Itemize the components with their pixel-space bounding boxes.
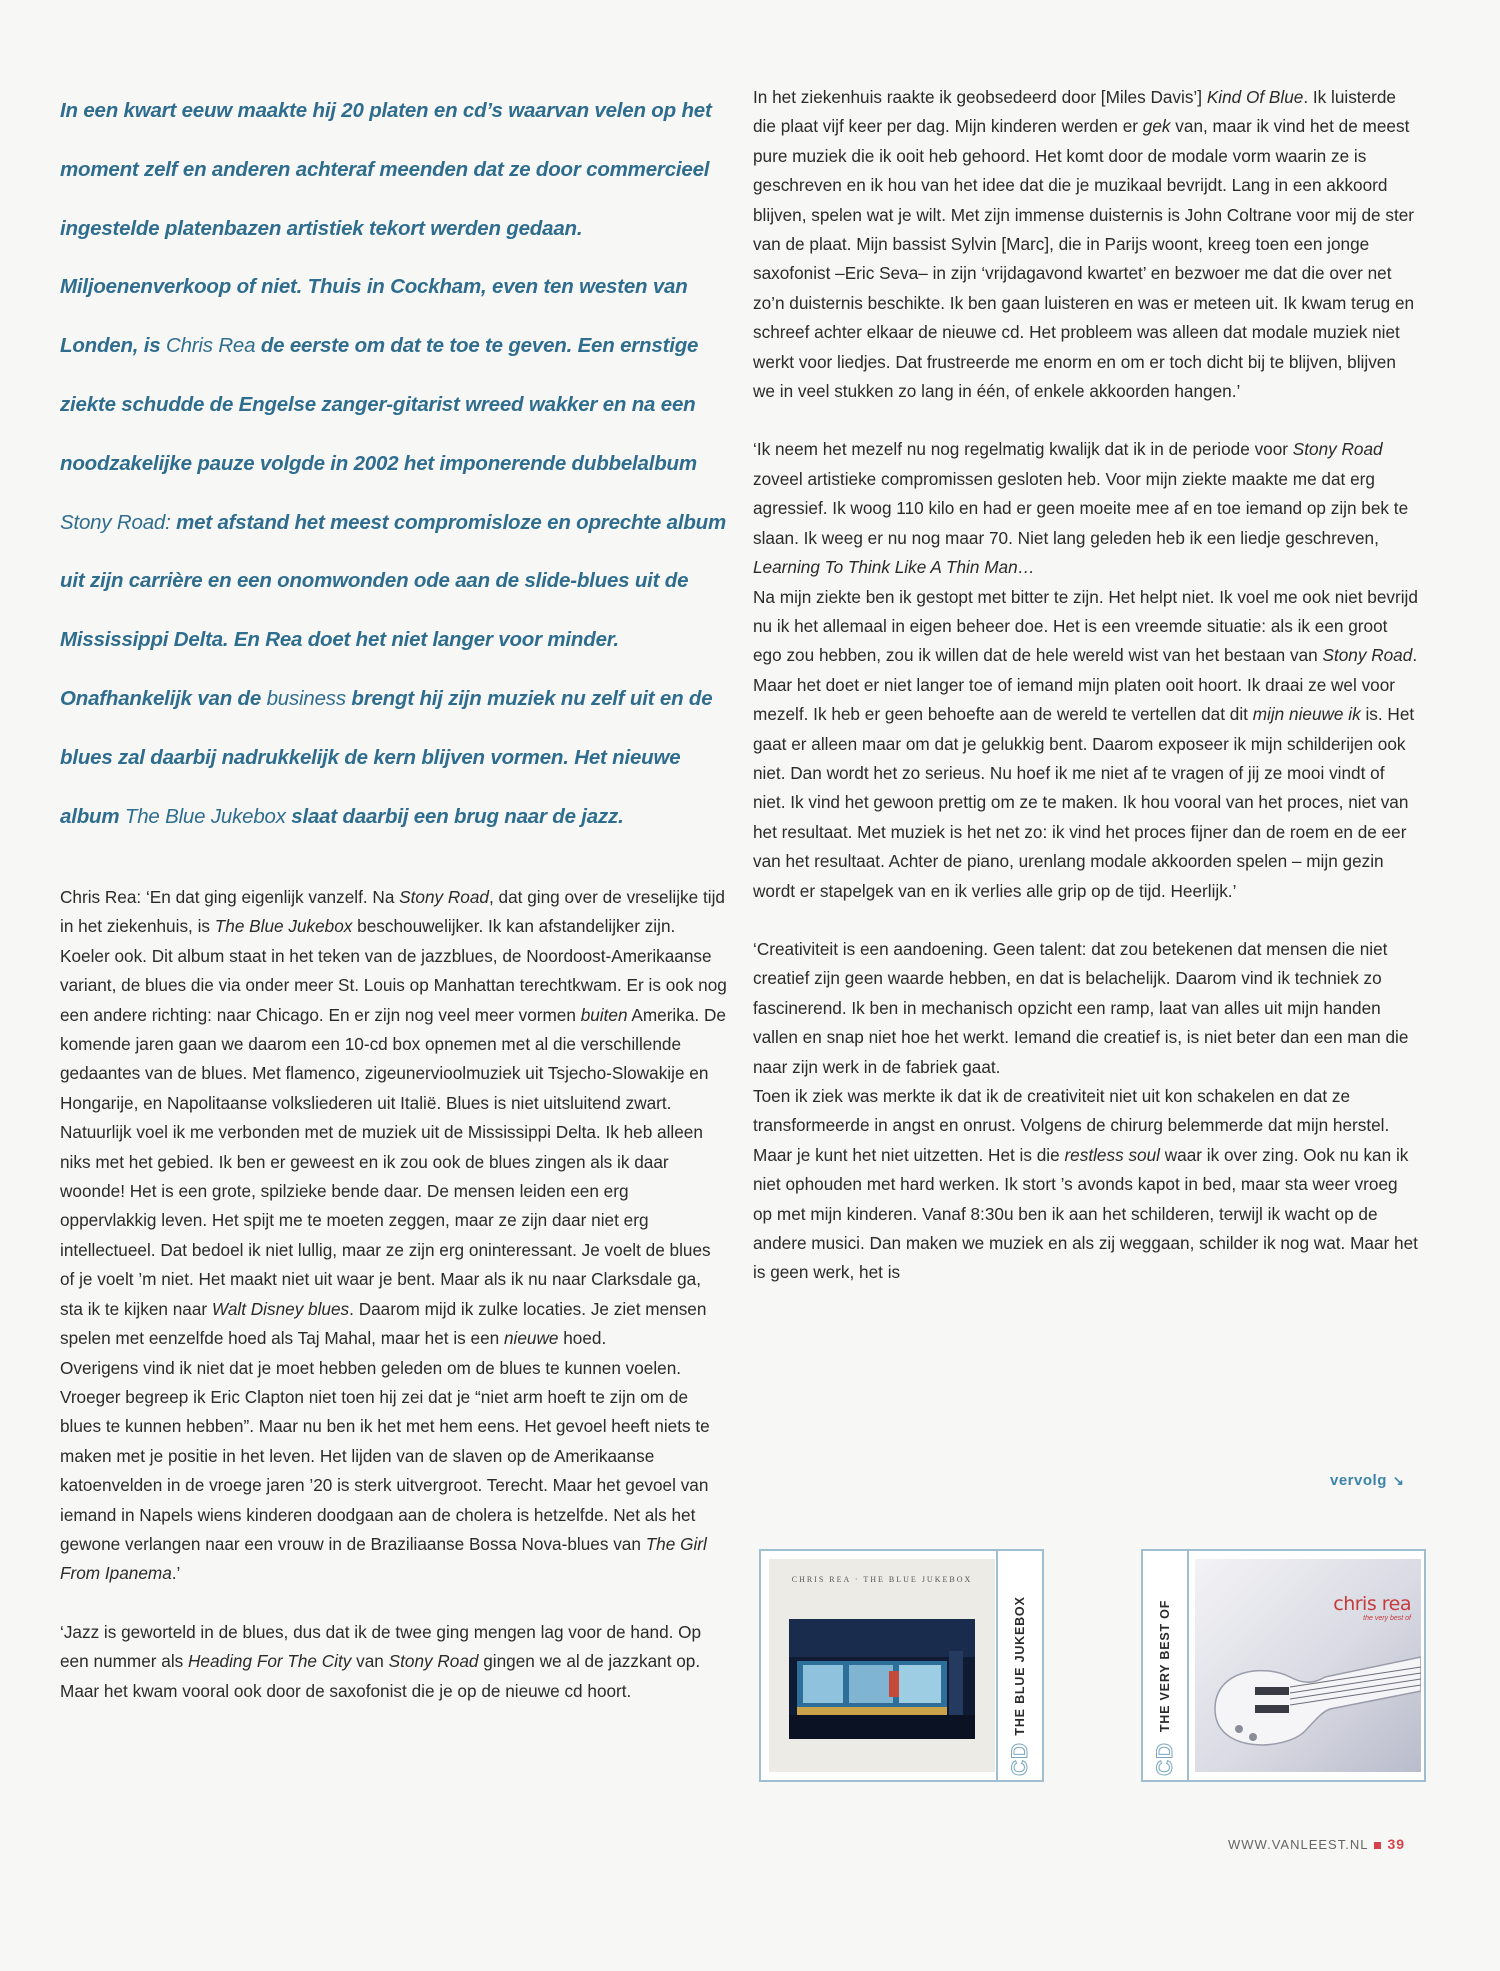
continued-label: vervolg (1330, 1472, 1387, 1489)
album-cover-blue-jukebox (769, 1559, 995, 1772)
intro-stony-road: Stony Road: (60, 510, 171, 534)
page-footer (1228, 1836, 1405, 1852)
cd-the-blue-jukebox (759, 1549, 1044, 1782)
continued-link[interactable] (1330, 1472, 1404, 1489)
left-paragraph-2: Overigens vind ik niet dat je moet hebben geleden om de blues te kunnen voelen. Vroeger begreep ik Eric Clapton niet toen hij zei dat je “niet arm hoeft te zijn om de blues te kunnen hebben”. Maar nu ben ik het met hem eens. Het gevoel heeft niets te maken met je positie in het leven. Het lijden van de slaven op de Amerikaanse katoenvelden in de vroege jaren ’20 is sterk uitvergroot. Terecht. Maar het gevoel van iemand in Napels wiens kinderen doodgaan aan de cholera is hetzelfde. Net als het gewone verlangen naar een vrouw in de Braziliaanse Bossa Nova-blues van The Girl From Ipanema.’ (60, 1357, 710, 1584)
cd-spine-title: THE VERY BEST OF (1158, 1599, 1172, 1732)
cd-logo: CD (1152, 1742, 1177, 1776)
intro-album: The Blue Jukebox (124, 804, 286, 828)
intro-name: Chris Rea (166, 334, 256, 358)
album-subtitle: the very best of (1363, 1615, 1411, 1622)
right-paragraph-3: Na mijn ziekte ben ik gestopt met bitter te zijn. Het helpt niet. Ik voel me ook niet bevrijd nu ik het allemaal in eigen beheer doe. Het is een vreemde situatie: als ik een groot ego zou hebben, zou ik willen dat de hele wereld wist van het bestaan van Stony Road. Maar het doet er niet langer toe of iemand mijn platen ooit hoort. Ik draai ze wel voor mezelf. Ik heb er geen behoefte aan de wereld te vertellen dat dit mijn nieuwe ik is. Het gaat er alleen maar om dat je gelukkig bent. Daarom exposeer ik mijn schilderijen ook niet. Dan wordt het zo serieus. Nu hoef ik me niet af te vragen of jij ze mooi vindt of niet. Ik vind het gewoon prettig om ze te maken. Ik hou vooral van het proces, niet van het resultaat. Met muziek is het net zo: ik vind het proces fijner dan de roem en de eer van het resultaat. Achter de piano, urenlang modale akkoorden spelen – mijn gezin wordt er stapelgek van en ik verlies alle grip op de tijd. Heerlijk.’ (753, 586, 1418, 901)
square-bullet-icon (1374, 1842, 1381, 1849)
page-number: 39 (1387, 1836, 1406, 1852)
cd-spine (996, 1551, 1042, 1780)
right-column (753, 83, 1418, 1288)
left-paragraph-1: Chris Rea: ‘En dat ging eigenlijk vanzelf. Na Stony Road, dat ging over de vreselijke tijd in het ziekenhuis, is The Blue Jukebox beschouwelijker. Ik kan afstandelijker zijn. Koeler ook. Dit album staat in het teken van de jazzblues, de Noordoost-Amerikaanse variant, de blues die via onder meer St. Louis op Manhattan terechtkwam. Er is ook nog een andere richting: naar Chicago. En er zijn nog veel meer vormen buiten Amerika. De komende jaren gaan we daarom een 10-cd box opnemen met al die verschillende gedaantes van de blues. Met flamenco, zigeunervioolmuziek uit Tsjecho-Slowakije en Hongarije, en Napolitaanse volksliederen uit Italië. Blues is niet uitsluitend zwart. Natuurlijk voel ik me verbonden met de muziek uit de Mississippi Delta. Ik heb alleen niks met het gebied. Ik ben er geweest en ik zou ook de blues zingen als ik daar woonde! Het is een grote, spilzieke bende daar. De mensen leiden een erg oppervlakkig leven. Het spijt me te moeten zeggen, maar ze zijn daar niet erg intellectueel. Dat bedoel ik niet lullig, maar ze zijn erg oninteressant. Je voelt de blues of je voelt ’m niet. Het maakt niet uit waar je bent. Maar als ik nu naar Clarksdale ga, sta ik te kijken naar Walt Disney blues. Daarom mijd ik zulke locaties. Je ziet mensen spelen met eenzelfde hoed als Taj Mahal, maar het is een nieuwe hoed. (60, 887, 727, 1349)
cd-the-very-best-of (1141, 1549, 1426, 1782)
intro-text-3: met afstand het meest compromisloze en oprechte album uit zijn carrière en een onomwonden ode aan de slide-blues uit de Mississippi Delta. En Rea doet het niet langer voor minder. Onafhankelijk van de (60, 510, 726, 710)
intro-business: business (266, 686, 346, 710)
right-paragraph-4: ‘Creativiteit is een aandoening. Geen talent: dat zou betekenen dat mensen die niet creatief zijn geen waarde hebben, en dat is belachelijk. Daarom vind ik techniek zo fascinerend. Ik ben in mechanisch opzicht een ramp, laat van alles uit mijn handen vallen en snap niet hoe het werkt. Iemand die creatief is, is niet beter dan een man die naar zijn werk in de fabriek gaat. (753, 938, 1409, 1077)
intro-text-5: slaat daarbij een brug naar de jazz. (285, 804, 624, 828)
album-cover-very-best-of (1195, 1559, 1421, 1772)
right-paragraph-2: ‘Ik neem het mezelf nu nog regelmatig kwalijk dat ik in de periode voor Stony Road zoveel artistieke compromissen gesloten heb. Voor mijn ziekte maakte me dat erg agressief. Ik woog 110 kilo en had er geen moeite mee af en toe iemand op zijn bek te slaan. Ik weeg er nu nog maar 70. Niet lang geleden heb ik een liedje geschreven, Learning To Think Like A Thin Man… (753, 439, 1409, 578)
left-paragraph-3: ‘Jazz is geworteld in de blues, dus dat ik de twee ging mengen lag voor de hand. Op een nummer als Heading For The City van Stony Road gingen we al de jazzkant op. Maar het kwam vooral ook door de saxofonist die je op de nieuwe cd hoort. (60, 1621, 702, 1701)
arrow-down-right-icon: ↘ (1392, 1473, 1405, 1488)
artist-logo: chris rea (1333, 1593, 1411, 1615)
cd-logo: CD (1007, 1742, 1032, 1776)
cover-title: CHRIS REA · THE BLUE JUKEBOX (791, 1575, 973, 1584)
website-url: WWW.VANLEEST.NL (1228, 1837, 1369, 1852)
night-diner-illustration (769, 1559, 995, 1772)
cd-spine-title: THE BLUE JUKEBOX (1013, 1595, 1027, 1736)
right-paragraph-1: In het ziekenhuis raakte ik geobsedeerd door [Miles Davis’] Kind Of Blue. Ik luisterde die plaat vijf keer per dag. Mijn kinderen werden er gek van, maar ik vind het de meest pure muziek die ik ooit heb gehoord. Het komt door de modale vorm waarin ze is geschreven en ik hou van het idee dat die je muzikaal bevrijdt. Lang in een akkoord blijven, spelen wat je wilt. Met zijn immense duisternis is John Coltrane voor mij de ster van de plaat. Mijn bassist Sylvin [Marc], die in Parijs woont, kreeg toen een jonge saxofonist –Eric Seva– in zijn ‘vrijdagavond kwartet’ en bezwoer me dat die over net zo’n duisternis beschikte. Ik ben gaan luisteren en was er meteen uit. Ik kwam terug en schreef achter elkaar de nieuwe cd. Het probleem was alleen dat modale muziek niet werkt voor liedjes. Dat frustreerde me enorm en om er toch dicht bij te blijven, blijven we in veel stukken zo lang in één, of enkele akkoorden hangen.’ (753, 87, 1415, 402)
intro-text-4: brengt hij zijn muziek nu zelf uit en de blues zal daarbij nadrukkelijk de kern blijven vormen. Het nieuwe album (60, 686, 713, 828)
right-paragraph-5: Toen ik ziek was merkte ik dat ik de creativiteit niet uit kon schakelen en dat ze transformeerde in angst en onrust. Volgens de chirurg belemmerde dat mijn herstel. Maar je kunt het niet uitzetten. Het is die restless soul waar ik over zing. Ook nu kan ik niet ophouden met hard werken. Ik stort ’s avonds kapot in bed, maar sta weer vroeg op met mijn kinderen. Vanaf 8:30u ben ik aan het schilderen, terwijl ik wacht op de andere musici. Dan maken we muziek en als zij weggaan, schilder ik nog wat. Maar het is geen werk, het is (753, 1086, 1418, 1283)
left-column (60, 883, 728, 1706)
intro-text-1: In een kwart eeuw maakte hij 20 platen en cd’s waarvan velen op het moment zelf en anderen achteraf meenden dat ze door commercieel ingestelde platenbazen artistiek tekort werden gedaan. Miljoenenverkoop of niet. Thuis in Cockham, even ten westen van Londen, is (60, 99, 712, 358)
cd-spine (1143, 1551, 1189, 1780)
intro-text-2: de eerste om dat te toe te geven. Een ernstige ziekte schudde de Engelse zanger-gitarist wreed wakker en na een noodzakelijke pauze volgde in 2002 het imponerende dubbelalbum (60, 334, 699, 475)
guitar-icon (1195, 1559, 1421, 1772)
intro-paragraph (60, 82, 730, 846)
